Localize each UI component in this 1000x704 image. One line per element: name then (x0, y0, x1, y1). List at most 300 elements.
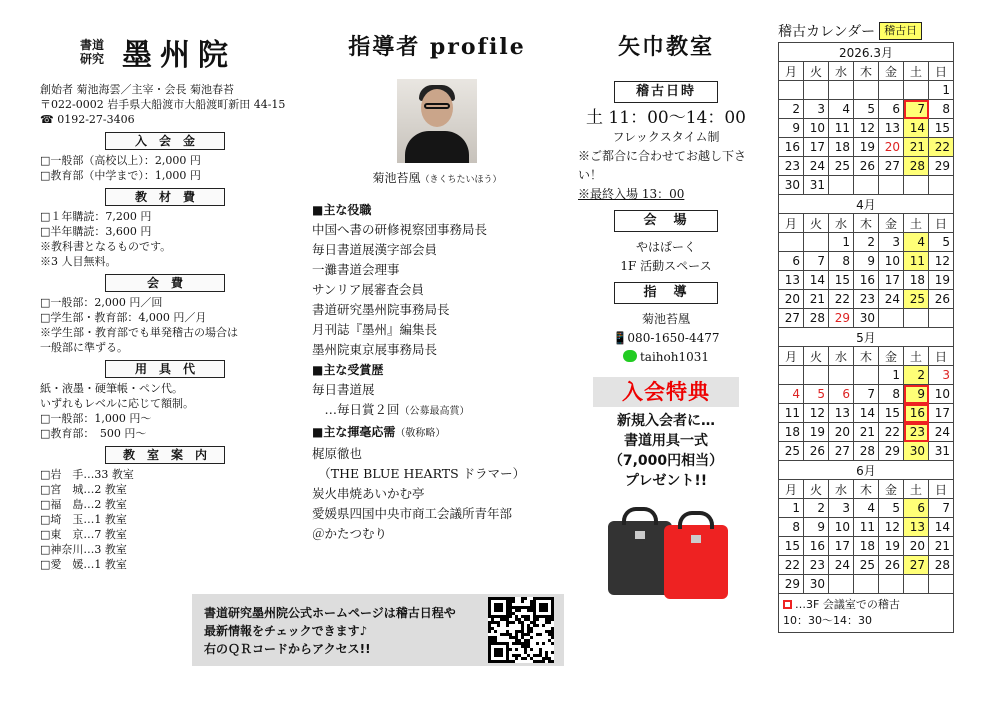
promo-line: （7,000円相当） (608, 453, 724, 469)
weekday-cell: 日 (929, 347, 954, 366)
fee-section-title: 会費 (105, 274, 225, 292)
calendar-day (904, 575, 929, 594)
fee-line: □愛 媛…1 教室 (40, 558, 127, 571)
banner-line: 右のＱＲコードからアクセス!! (204, 642, 371, 656)
calendar-day: 29 (779, 575, 804, 594)
calendar-day: 27 (879, 157, 904, 176)
calendar-day: 19 (804, 423, 829, 442)
calendar-day: 21 (904, 138, 929, 157)
instructor-name: 菊池苔凰（きくちたいほう） (372, 171, 502, 185)
role-item: 中国へ書の研修視察団事務局長 (312, 222, 488, 237)
flex-time: フレックスタイム制 (612, 130, 720, 144)
week-row (779, 423, 954, 442)
weekday-row (779, 62, 954, 81)
calendar-day (779, 81, 804, 100)
calendar-day: 22 (829, 290, 854, 309)
calendar-day: 27 (829, 442, 854, 461)
week-row (779, 138, 954, 157)
org-subtitle: 書道研究 (80, 38, 105, 66)
calendar-day: 31 (804, 176, 829, 195)
week-row (779, 81, 954, 100)
calendar-day: 8 (929, 100, 954, 119)
weekday-cell: 金 (879, 480, 904, 499)
calendar-day (804, 233, 829, 252)
calendar-day: 25 (904, 290, 929, 309)
weekday-cell: 火 (804, 480, 829, 499)
org-founder: 創始者 菊池海雲／主宰・会長 菊池春苔 (40, 83, 234, 96)
calendar-day: 5 (804, 385, 829, 404)
calendar-day: 14 (804, 271, 829, 290)
fee-line: ※3 人目無料。 (40, 255, 117, 268)
calendar-day: 30 (804, 575, 829, 594)
weekday-cell: 木 (854, 214, 879, 233)
calendar-day: 1 (829, 233, 854, 252)
org-address: 〒022-0002 岩手県大船渡市大船渡町新田 44-15 (40, 98, 286, 111)
calendar-day (854, 575, 879, 594)
fee-section-title: 入会金 (105, 132, 225, 150)
role-item: 書道研究墨州院事務局長 (312, 302, 450, 317)
banner-line: 書道研究墨州院公式ホームページは稽古日程や (204, 606, 456, 620)
week-row (779, 442, 954, 461)
calendar-day: 16 (804, 537, 829, 556)
calendar-day: 15 (879, 404, 904, 423)
calendar-day: 18 (829, 138, 854, 157)
calendar-legend: …3F 会議室での稽古 10：30～14：30 (778, 594, 954, 633)
promo-line: 書道用具一式 (624, 433, 708, 449)
weekday-cell: 日 (929, 480, 954, 499)
calendar-day: 30 (779, 176, 804, 195)
calendar-day: 8 (829, 252, 854, 271)
week-row (779, 271, 954, 290)
calendar-day: 13 (879, 119, 904, 138)
tool-bags-image (578, 499, 754, 599)
calendar-day: 17 (929, 404, 954, 423)
calendar-day: 10 (804, 119, 829, 138)
calendar-day: 20 (779, 290, 804, 309)
week-row (779, 176, 954, 195)
week-row (779, 290, 954, 309)
line-app-icon (623, 350, 637, 362)
role-item: サンリア展審査会員 (312, 282, 424, 297)
month-label: 2026.3月 (779, 43, 954, 62)
week-row (779, 404, 954, 423)
calendar-day: 9 (804, 518, 829, 537)
weekday-cell: 土 (904, 62, 929, 81)
calendar-day (929, 176, 954, 195)
calendar-day: 18 (854, 537, 879, 556)
weekday-cell: 土 (904, 214, 929, 233)
weekday-cell: 木 (854, 347, 879, 366)
fee-line: ※学生部・教育部でも単発稽古の場合は (40, 326, 238, 339)
keiko-day-tag: 稽古日 (879, 22, 922, 40)
org-header (40, 30, 290, 74)
calendar-day: 1 (879, 366, 904, 385)
calendar-day: 24 (879, 290, 904, 309)
banner-line: 最新情報をチェックできます♪ (204, 624, 368, 638)
calendar-day: 11 (829, 119, 854, 138)
calendar-day: 23 (804, 556, 829, 575)
fee-line: □半年購読：3,600 円 (40, 225, 152, 238)
fee-line: □一般部：2,000 円／回 (40, 296, 163, 309)
schedule-time: 土 11：00～14：00 (586, 108, 746, 128)
calendar-day: 28 (904, 157, 929, 176)
calendar-day: 10 (929, 385, 954, 404)
red-bag-icon (664, 525, 728, 599)
calendar-day: 13 (904, 518, 929, 537)
calendar-day: 7 (804, 252, 829, 271)
calendar-day (804, 366, 829, 385)
roles-list (312, 220, 562, 360)
calendar-day: 21 (854, 423, 879, 442)
calendar-day: 27 (779, 309, 804, 328)
promo-line: プレゼント!! (624, 473, 708, 489)
fee-section-title: 用具代 (105, 360, 225, 378)
weekday-cell: 日 (929, 214, 954, 233)
calendar-day: 13 (829, 404, 854, 423)
phone-icon: ☎ (40, 113, 54, 126)
week-row (779, 537, 954, 556)
calendar-day (879, 176, 904, 195)
calendar-day: 9 (904, 385, 929, 404)
month-header-row (779, 328, 954, 347)
month-label: 5月 (779, 328, 954, 347)
calendar-day (904, 176, 929, 195)
calendar-day: 7 (904, 100, 929, 119)
calendar-day: 16 (854, 271, 879, 290)
calendar-day (829, 176, 854, 195)
calendar-day: 18 (779, 423, 804, 442)
weekday-cell: 土 (904, 347, 929, 366)
role-item: 月刊誌『墨州』編集長 (312, 322, 438, 337)
calendar-day: 20 (904, 537, 929, 556)
red-box-icon (783, 600, 792, 609)
instructor-photo (397, 79, 477, 163)
weekday-cell: 月 (779, 62, 804, 81)
weekday-row (779, 347, 954, 366)
calendar-day: 15 (829, 271, 854, 290)
weekday-cell: 水 (829, 480, 854, 499)
week-row (779, 252, 954, 271)
weekday-cell: 月 (779, 480, 804, 499)
calendar-day: 28 (804, 309, 829, 328)
weekday-row (779, 480, 954, 499)
calendar-day: 25 (829, 157, 854, 176)
weekday-cell: 木 (854, 62, 879, 81)
calendar-day: 26 (854, 157, 879, 176)
fee-section-title: 教室案内 (105, 446, 225, 464)
calendar-day: 6 (879, 100, 904, 119)
calendar-day: 23 (854, 290, 879, 309)
weekday-cell: 月 (779, 347, 804, 366)
calendar-day (929, 309, 954, 328)
calendar-day (829, 81, 854, 100)
calendar-day: 25 (854, 556, 879, 575)
week-row (779, 575, 954, 594)
calendar-day: 14 (854, 404, 879, 423)
calendar-day: 5 (854, 100, 879, 119)
org-tel (40, 112, 290, 127)
calendar-day: 18 (904, 271, 929, 290)
week-row (779, 385, 954, 404)
work-item: （THE BLUE HEARTS ドラマー） (312, 466, 526, 481)
calendar-day (904, 309, 929, 328)
calendar-day: 20 (829, 423, 854, 442)
last-entry: ※最終入場 13：00 (578, 187, 685, 201)
calendar-day: 29 (879, 442, 904, 461)
calendar-day: 19 (929, 271, 954, 290)
week-row (779, 556, 954, 575)
calendar-day: 7 (854, 385, 879, 404)
calendar-day: 3 (829, 499, 854, 518)
profile-column (312, 30, 562, 544)
fees-list (40, 132, 290, 572)
calendar-day: 28 (854, 442, 879, 461)
calendar-day: 16 (904, 404, 929, 423)
calendar-day (929, 575, 954, 594)
calendar-day: 12 (929, 252, 954, 271)
calendar-day: 3 (929, 366, 954, 385)
calendar-day: 5 (929, 233, 954, 252)
weekday-cell: 木 (854, 480, 879, 499)
calendar-day: 17 (879, 271, 904, 290)
calendar-day: 15 (779, 537, 804, 556)
fee-line: □１年購読：7,200 円 (40, 210, 152, 223)
banner-text (204, 604, 456, 658)
calendar-day: 12 (879, 518, 904, 537)
calendar-day: 20 (879, 138, 904, 157)
profile-heading: 指導者 profile (348, 34, 526, 60)
org-info-column (40, 30, 290, 572)
classroom-column (578, 30, 754, 599)
awards-item: …毎日賞２回（公募最高賞） (312, 402, 470, 417)
calendar-day: 12 (804, 404, 829, 423)
fee-line: □宮 城…2 教室 (40, 483, 127, 496)
calendar-day: 9 (854, 252, 879, 271)
calendar-day: 30 (904, 442, 929, 461)
promo-line: 新規入会者に… (617, 413, 715, 429)
calendar-day: 23 (904, 423, 929, 442)
calendar-day: 30 (854, 309, 879, 328)
calendar-day: 26 (879, 556, 904, 575)
role-item: 毎日書道展漢字部会員 (312, 242, 438, 257)
calendar-day: 4 (854, 499, 879, 518)
venue-name: やはぱーく (635, 240, 696, 254)
weekday-cell: 土 (904, 480, 929, 499)
weekday-row (779, 214, 954, 233)
calendar-day: 26 (929, 290, 954, 309)
fee-section-title: 教材費 (105, 188, 225, 206)
week-row (779, 309, 954, 328)
week-row (779, 518, 954, 537)
teacher-name: 菊池苔凰 (641, 312, 690, 326)
calendar-day (829, 366, 854, 385)
works-list (312, 444, 562, 544)
calendar-title: 稽古カレンダー (778, 24, 876, 40)
calendar-day: 2 (854, 233, 879, 252)
homepage-banner (192, 594, 564, 666)
calendar-day: 29 (929, 157, 954, 176)
calendar-day (804, 81, 829, 100)
venue-room: 1F 活動スペース (620, 259, 712, 273)
fee-line: □教育部： 500 円～ (40, 427, 147, 440)
weekday-cell: 金 (879, 62, 904, 81)
weekday-cell: 水 (829, 214, 854, 233)
contact-phone: 📱080-1650-4477 (612, 331, 720, 345)
calendar-day: 4 (904, 233, 929, 252)
calendar-day: 6 (779, 252, 804, 271)
month-label: 4月 (779, 195, 954, 214)
calendar-day (879, 309, 904, 328)
calendar-day: 5 (879, 499, 904, 518)
weekday-cell: 火 (804, 347, 829, 366)
calendar-day: 4 (779, 385, 804, 404)
fee-line: □埼 玉…1 教室 (40, 513, 127, 526)
calendar-day: 4 (829, 100, 854, 119)
calendar-day: 17 (829, 537, 854, 556)
calendar-day (779, 233, 804, 252)
calendar-day: 24 (804, 157, 829, 176)
schedule-title: 稽古日時 (614, 81, 718, 103)
calendar-day: 1 (929, 81, 954, 100)
work-item: 炭火串焼あいかむ亭 (312, 486, 425, 501)
calendar-day: 13 (779, 271, 804, 290)
week-row (779, 119, 954, 138)
week-row (779, 233, 954, 252)
calendar-day: 10 (829, 518, 854, 537)
calendar-day (854, 366, 879, 385)
fee-line: □学生部・教育部：4,000 円／月 (40, 311, 207, 324)
work-item: 梶原徹也 (312, 446, 363, 461)
fee-line: □東 京…7 教室 (40, 528, 127, 541)
awards-item: 毎日書道展 (312, 382, 375, 397)
calendar-day: 3 (804, 100, 829, 119)
calendar-day (854, 176, 879, 195)
calendar-day: 2 (904, 366, 929, 385)
calendar-day: 29 (829, 309, 854, 328)
org-tel-number: 0192-27-3406 (57, 113, 135, 126)
venue-title: 会 場 (614, 210, 718, 232)
calendar-day: 21 (929, 537, 954, 556)
calendar-day: 6 (829, 385, 854, 404)
promo-text (578, 411, 754, 491)
work-item: 愛媛県四国中央市商工会議所青年部 (312, 506, 513, 521)
month-header-row (779, 461, 954, 480)
calendar-day: 8 (879, 385, 904, 404)
calendar-day: 21 (804, 290, 829, 309)
org-name: 墨州院 (122, 38, 236, 73)
classroom-heading: 矢巾教室 (617, 34, 714, 60)
month-header-row (779, 43, 954, 62)
calendar-day: 26 (804, 442, 829, 461)
calendar-day: 2 (779, 100, 804, 119)
calendar-day: 9 (779, 119, 804, 138)
calendar-day: 7 (929, 499, 954, 518)
weekday-cell: 金 (879, 347, 904, 366)
calendar-day: 3 (879, 233, 904, 252)
calendar-day: 10 (879, 252, 904, 271)
black-bag-icon (608, 521, 672, 595)
calendar-day: 19 (879, 537, 904, 556)
fee-line: □福 島…2 教室 (40, 498, 127, 511)
roles-title: ■主な役職 (312, 203, 372, 217)
fee-line: 一般部に準ずる。 (40, 341, 128, 354)
mobile-phone-icon: 📱 (612, 331, 628, 345)
weekday-cell: 金 (879, 214, 904, 233)
teacher-title: 指 導 (614, 282, 718, 304)
qr-code-icon[interactable] (488, 597, 554, 663)
role-item: 一灘書道会理事 (312, 262, 400, 277)
week-row (779, 366, 954, 385)
calendar-day: 27 (904, 556, 929, 575)
calendar-day: 28 (929, 556, 954, 575)
calendar-header (778, 20, 954, 42)
calendar-day: 22 (779, 556, 804, 575)
awards-title: ■主な受賞歴 (312, 363, 384, 377)
legend-time: 10：30～14：30 (783, 614, 872, 627)
calendar-day: 16 (779, 138, 804, 157)
calendar-day: 25 (779, 442, 804, 461)
fee-line: □一般部：1,000 円～ (40, 412, 152, 425)
work-item: ＠かたつむり (312, 526, 388, 541)
calendar-column (778, 20, 954, 633)
fee-line: □教育部（中学まで）：1,000 円 (40, 169, 201, 182)
weekday-cell: 火 (804, 214, 829, 233)
calendar-day: 12 (854, 119, 879, 138)
week-row (779, 499, 954, 518)
role-item: 墨州院東京展事務局長 (312, 342, 438, 357)
calendar-day: 24 (929, 423, 954, 442)
join-bonus-title: 入会特典 (593, 377, 739, 407)
calendar-day: 2 (804, 499, 829, 518)
calendar-day: 8 (779, 518, 804, 537)
calendar-day (829, 575, 854, 594)
calendar-day: 1 (779, 499, 804, 518)
month-label: 6月 (779, 461, 954, 480)
calendar-day (904, 81, 929, 100)
calendar-day: 14 (929, 518, 954, 537)
weekday-cell: 月 (779, 214, 804, 233)
fee-line: ※教科書となるものです。 (40, 240, 172, 253)
works-title: ■主な揮毫応需（敬称略） (312, 425, 446, 439)
fee-line: □一般部（高校以上）：2,000 円 (40, 154, 201, 167)
calendar-day: 23 (779, 157, 804, 176)
calendar-day (779, 366, 804, 385)
calendar-day (879, 575, 904, 594)
calendar-day: 22 (929, 138, 954, 157)
calendar-day: 14 (904, 119, 929, 138)
weekday-cell: 日 (929, 62, 954, 81)
week-row (779, 100, 954, 119)
calendar-day: 22 (879, 423, 904, 442)
calendar-day (854, 81, 879, 100)
calendar-day: 11 (904, 252, 929, 271)
calendar-day: 6 (904, 499, 929, 518)
fee-line: □岩 手…33 教室 (40, 468, 134, 481)
contact-line: taihoh1031 (578, 348, 754, 367)
calendar-day: 24 (829, 556, 854, 575)
calendar-day: 31 (929, 442, 954, 461)
schedule-note: ※ご都合に合わせてお越し下さい！ (578, 149, 747, 182)
weekday-cell: 火 (804, 62, 829, 81)
fee-line: □神奈川…3 教室 (40, 543, 127, 556)
weekday-cell: 水 (829, 62, 854, 81)
calendar-day: 11 (779, 404, 804, 423)
week-row (779, 157, 954, 176)
fee-line: いずれもレベルに応じて額制。 (40, 397, 194, 410)
calendar-day: 19 (854, 138, 879, 157)
fee-line: 紙・液墨・硬筆帳・ペン代。 (40, 382, 183, 395)
weekday-cell: 水 (829, 347, 854, 366)
